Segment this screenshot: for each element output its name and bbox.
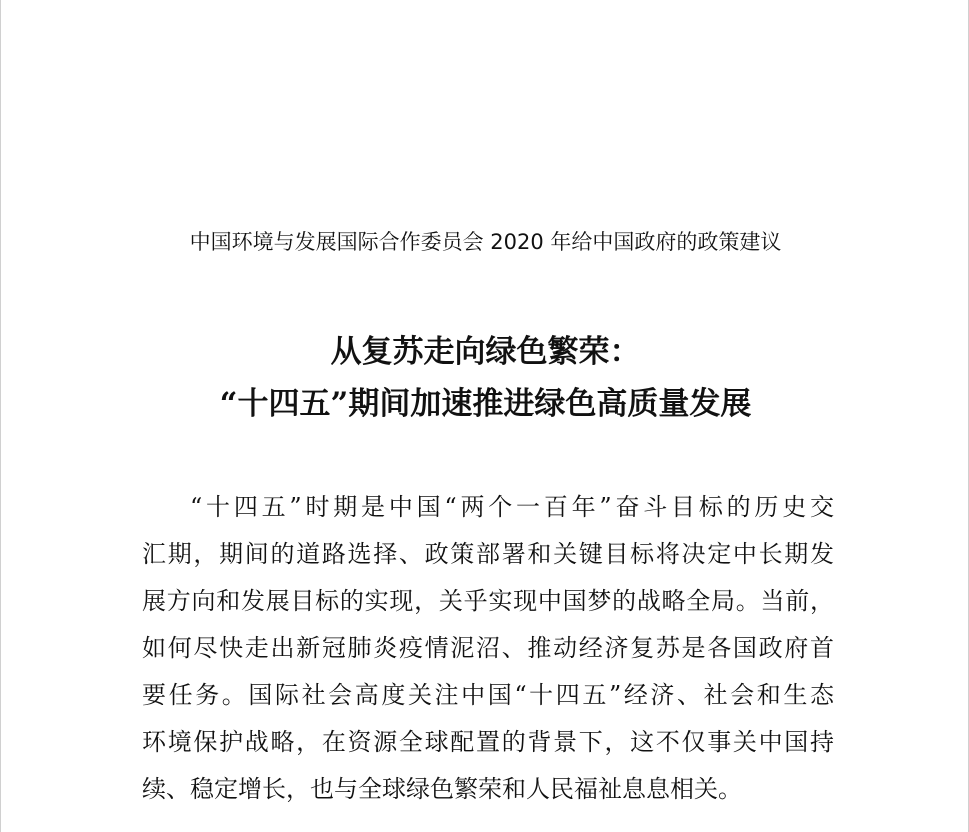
- body-paragraph: [142, 484, 834, 813]
- body-line: 展方向和发展目标的实现，关乎实现中国梦的战略全局。当前，: [142, 587, 834, 615]
- document-title-line-2: “十四五”期间加速推进绿色高质量发展: [219, 386, 752, 422]
- body-line: 如何尽快走出新冠肺炎疫情泥沼、推动经济复苏是各国政府首: [142, 634, 834, 662]
- body-line: 要任务。国际社会高度关注中国“十四五”经济、社会和生态: [142, 681, 834, 709]
- document-subtitle: 中国环境与发展国际合作委员会 2020 年给中国政府的政策建议: [189, 230, 782, 254]
- body-line: 续、稳定增长，也与全球绿色繁荣和人民福祉息息相关。: [142, 775, 742, 803]
- body-line: 环境保护战略，在资源全球配置的背景下，这不仅事关中国持: [142, 728, 834, 756]
- document-title-line-1: 从复苏走向绿色繁荣：: [330, 334, 641, 370]
- body-line: “十四五”时期是中国“两个一百年”奋斗目标的历史交: [190, 493, 834, 521]
- body-line: 汇期，期间的道路选择、政策部署和关键目标将决定中长期发: [142, 540, 834, 568]
